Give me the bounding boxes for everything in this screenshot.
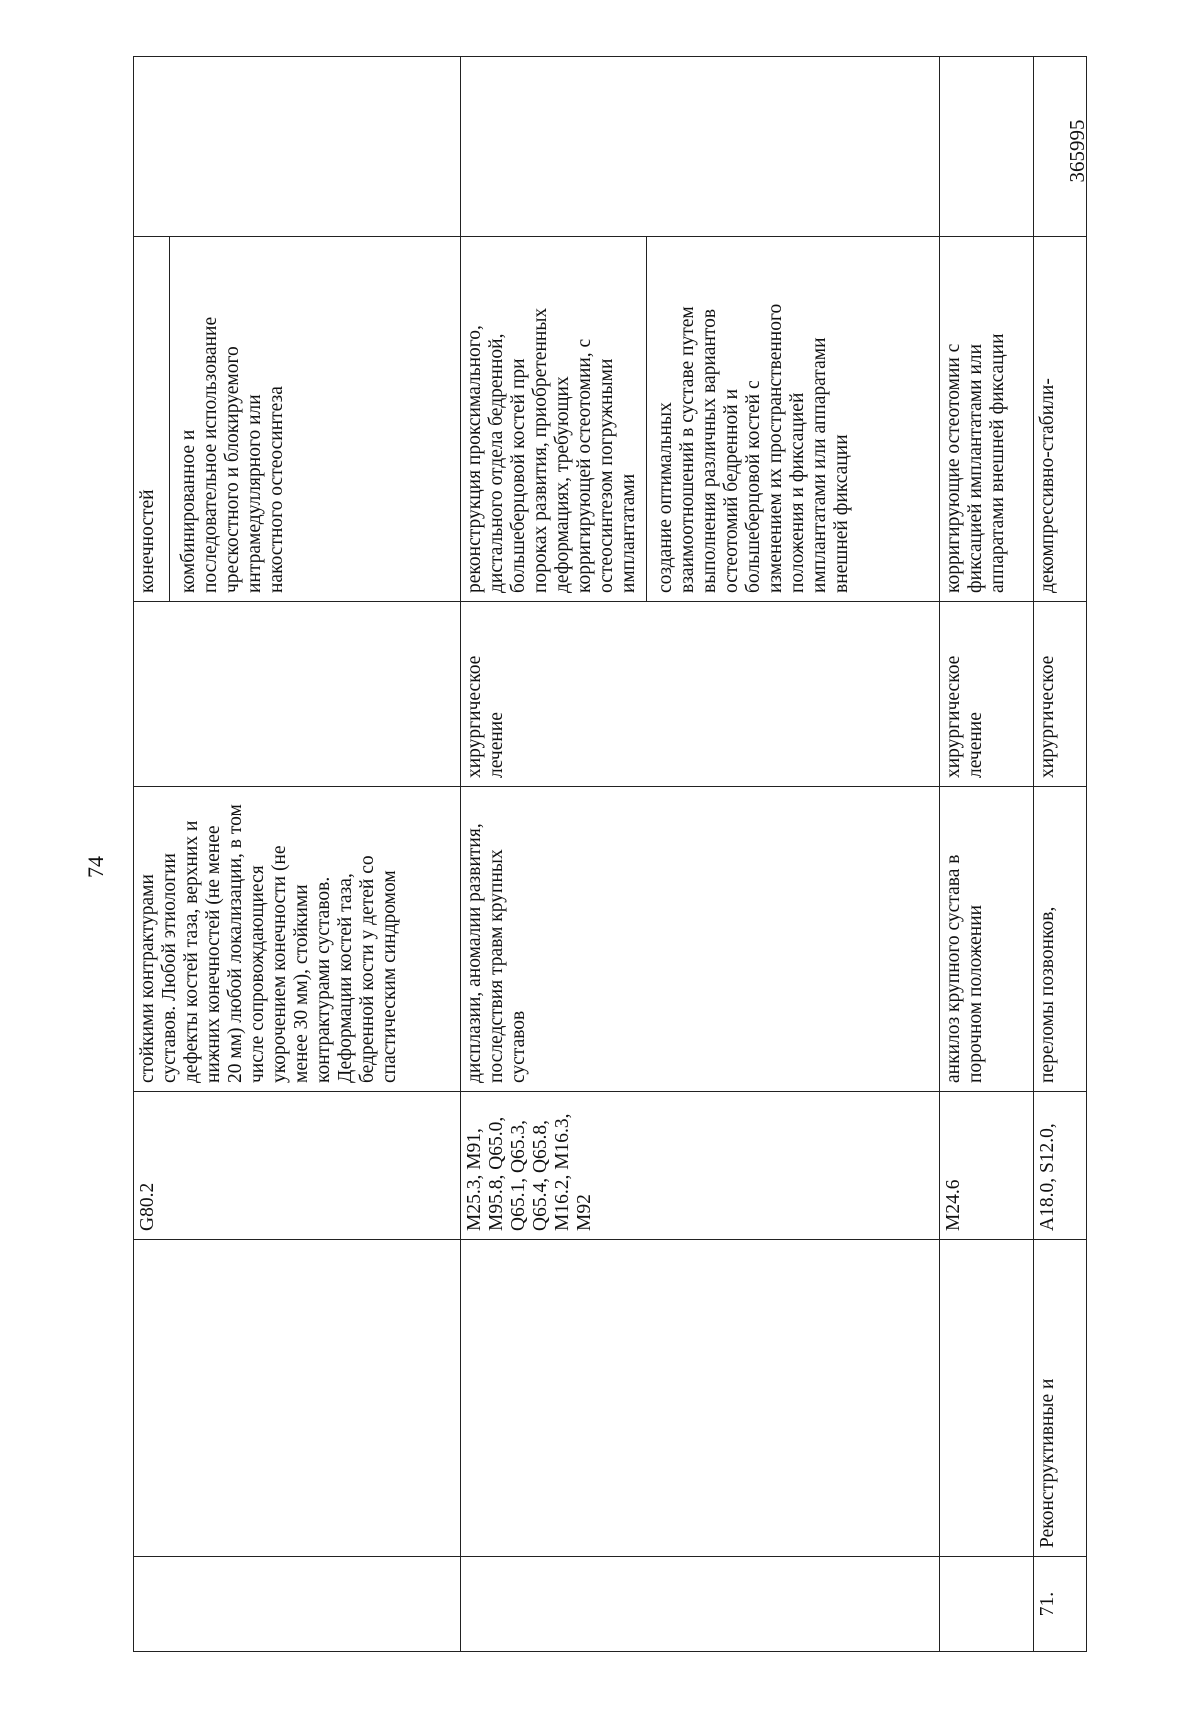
table-row <box>134 57 461 1652</box>
icd-code-cell: M24.6 <box>939 1092 1033 1240</box>
method-continuation-text: конечностей <box>137 489 158 593</box>
extra-cell <box>134 57 461 237</box>
method-text: комбинированное и последовательное использование чрескостного и блокируемого интрамедуллярного или накостного остеосинтеза <box>178 316 287 593</box>
icd-code-cell: G80.2 <box>134 1092 461 1240</box>
page-number: 74 <box>83 856 108 878</box>
extra-cell <box>1033 57 1086 237</box>
diagnosis-cell: переломы позвонков, <box>1033 787 1086 1092</box>
row-number-cell <box>460 1557 939 1652</box>
extra-cell <box>460 57 939 237</box>
method-cell: корригирующие остеотомии с фиксацией имплантатами или аппаратами внешней фиксации <box>939 237 1033 602</box>
table-row <box>939 57 1033 1652</box>
method-cell: декомпрессивно-стабили- <box>1033 237 1086 602</box>
row-number-cell <box>134 1557 461 1652</box>
treatment-cell: хирургическое <box>1033 602 1086 787</box>
treatment-cell: хирургическое лечение <box>460 602 939 787</box>
diagnosis-cell: дисплазии, аномалии развития, последствия травм крупных суставов <box>460 787 939 1092</box>
icd-code-cell: M25.3, M91, M95.8, Q65.0, Q65.1, Q65.3, Q65.4, Q65.8, M16.2, M16.3, M92 <box>460 1092 939 1240</box>
row-number-cell: 71. <box>1033 1557 1086 1652</box>
treatment-cell <box>134 602 461 787</box>
method-cell <box>134 237 461 602</box>
method-text: реконструкция проксимального, дистального отдела бедренной, большеберцовой костей при пороках развития, приобретенных деформациях, требующих корригирующей остеотомии, с остеосинтезом погружными имплантатами <box>463 307 639 593</box>
extra-cell <box>939 57 1033 237</box>
icd-code-cell: A18.0, S12.0, <box>1033 1092 1086 1240</box>
procedure-name-cell: Реконструктивные и <box>1033 1240 1086 1557</box>
table-row <box>460 57 939 1652</box>
method-cell <box>460 237 939 602</box>
rotated-table-container <box>133 57 1087 1652</box>
medical-procedures-table <box>133 56 1087 1652</box>
procedure-name-cell <box>939 1240 1033 1557</box>
table-row <box>1033 57 1086 1652</box>
method-text: создание оптимальных взаимоотношений в суставе путем выполнения различных вариантов остеотомий бедренной и большеберцовой костей с изменением их пространственного положения и фиксацией имплантатами или аппаратами внешней фиксации <box>654 303 852 593</box>
diagnosis-cell: анкилоз крупного сустава в порочном положении <box>939 787 1033 1092</box>
procedure-name-cell <box>460 1240 939 1557</box>
procedure-name-cell <box>134 1240 461 1557</box>
row-number-cell <box>939 1557 1033 1652</box>
diagnosis-cell: стойкими контрактурами суставов. Любой этиологии дефекты костей таза, верхних и нижних конечностей (не менее 20 мм) любой локализации, в том числе сопровождающиеся укорочением конечности (не менее 30 мм), стойкими контрактурами суставов. Деформации костей таза, бедренной кости у детей со спастическим синдромом <box>134 787 461 1092</box>
document-number: 365995 <box>1065 119 1089 183</box>
treatment-cell: хирургическое лечение <box>939 602 1033 787</box>
